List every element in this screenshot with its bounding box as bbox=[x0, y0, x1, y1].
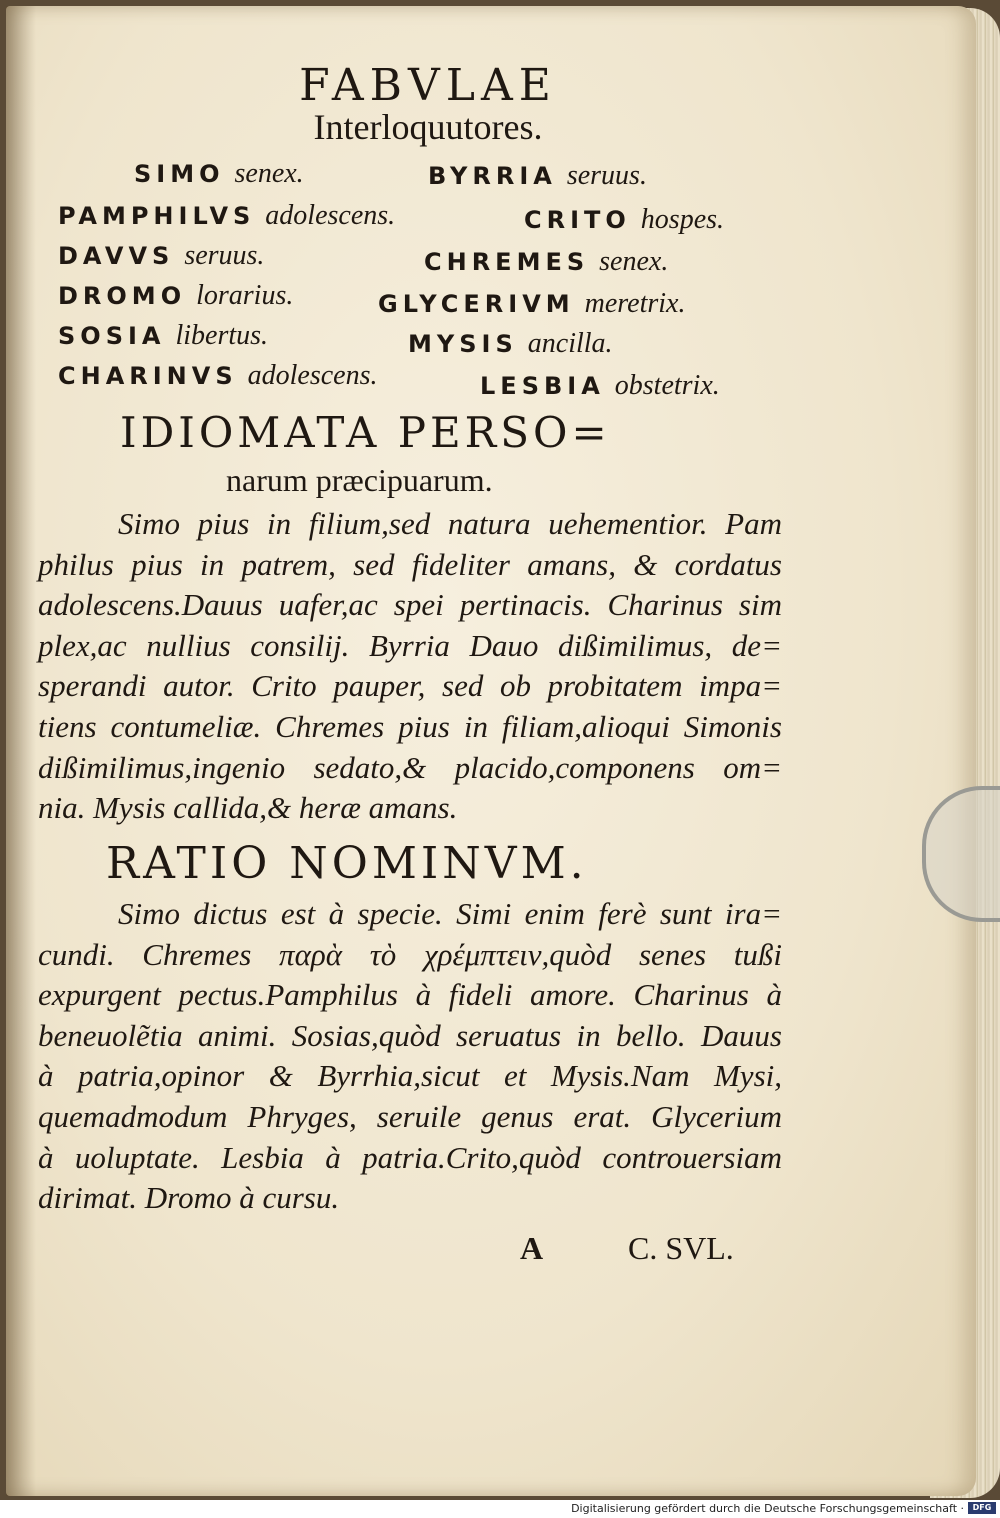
cast-name: MYSIS bbox=[408, 330, 518, 358]
cast-entry bbox=[408, 328, 613, 360]
cast-entry bbox=[424, 246, 668, 278]
cast-entry bbox=[524, 204, 724, 236]
idiomata-subheading: narum præcipuarum. bbox=[226, 462, 493, 498]
cast-entry bbox=[480, 370, 720, 402]
cast-entry bbox=[58, 360, 378, 392]
cast-role: libertus. bbox=[175, 320, 269, 351]
cast-role: ancilla. bbox=[527, 328, 613, 359]
text-line: plex,ac nullius consilij. Byrria Dauo dißimilimus, de= bbox=[38, 627, 782, 663]
idiomata-paragraph bbox=[38, 504, 782, 829]
idiomata-heading: IDIOMATA PERSO= bbox=[120, 408, 611, 457]
text-line: nia. Mysis callida,& heræ amans. bbox=[38, 790, 458, 826]
text-line: expurgent pectus.Pamphilus à fideli amore. Charinus à bbox=[38, 977, 782, 1013]
dfg-logo-icon: DFG bbox=[968, 1502, 996, 1514]
text-line: Simo dictus est à specie. Simi enim ferè sunt ira= bbox=[118, 896, 782, 931]
cast-name: SOSIA bbox=[58, 322, 166, 350]
cast-entry bbox=[58, 240, 264, 272]
text-line: adolescens.Dauus uafer,ac spei pertinacis. Charinus sim bbox=[38, 587, 782, 623]
cast-entry bbox=[58, 320, 268, 352]
cast-role: seruus. bbox=[566, 160, 647, 191]
cast-name: PAMPHILVS bbox=[58, 202, 256, 230]
text-line: Simo pius in filium,sed natura uehementior. Pam bbox=[118, 506, 782, 541]
digitization-footer bbox=[571, 1500, 996, 1516]
cast-name: CRITO bbox=[524, 206, 631, 234]
cast-role: obstetrix. bbox=[614, 370, 720, 401]
cast-role: hospes. bbox=[640, 204, 725, 235]
cast-name: CHARINVS bbox=[58, 362, 238, 390]
text-line: cundi. Chremes παρὰ τὸ χρέμπτειν,quòd senes tußi bbox=[38, 936, 782, 972]
cast-name: BYRRIA bbox=[428, 162, 557, 190]
text-line: à patria,opinor & Byrrhia,sicut et Mysis.Nam Mysi, bbox=[38, 1058, 782, 1094]
cast-role: senex. bbox=[599, 246, 669, 277]
cast-role: meretrix. bbox=[584, 288, 686, 319]
cast-name: LESBIA bbox=[480, 372, 605, 400]
text-line: sperandi autor. Crito pauper, sed ob probitatem impa= bbox=[38, 668, 782, 704]
cast-role: adolescens. bbox=[247, 360, 378, 391]
cast-entry bbox=[428, 160, 647, 192]
cast-role: seruus. bbox=[184, 240, 265, 271]
text-line: tiens contumeliæ. Chremes pius in filiam,alioqui Simonis bbox=[38, 708, 782, 744]
cast-entry bbox=[58, 280, 293, 312]
cast-name: DROMO bbox=[58, 282, 187, 310]
cast-role: lorarius. bbox=[196, 280, 294, 311]
page-title: FABVLAE bbox=[299, 60, 557, 111]
text-line: à uoluptate. Lesbia à patria.Crito,quòd controuersiam bbox=[38, 1139, 782, 1175]
cast-role: adolescens. bbox=[265, 200, 396, 231]
footer-text: Digitalisierung gefördert durch die Deutsche Forschungsgemeinschaft · bbox=[571, 1501, 964, 1515]
signature-mark: A bbox=[520, 1230, 544, 1266]
cast-name: SIMO bbox=[134, 160, 225, 188]
cast-name: CHREMES bbox=[424, 248, 590, 276]
cast-entry bbox=[134, 158, 304, 190]
text-line: quemadmodum Phryges, seruile genus erat. Glycerium bbox=[38, 1098, 782, 1134]
text-line: dißimilimus,ingenio sedato,& placido,componens om= bbox=[38, 749, 782, 785]
page-subtitle: Interloquutores. bbox=[313, 107, 543, 147]
cast-role: senex. bbox=[234, 158, 304, 189]
cast-entry bbox=[378, 288, 685, 320]
cast-entry bbox=[58, 200, 395, 232]
ratio-heading: RATIO NOMINVM. bbox=[106, 838, 588, 889]
spine-shadow bbox=[6, 6, 36, 1496]
cast-name: DAVVS bbox=[58, 242, 175, 270]
text-line: dirimat. Dromo à cursu. bbox=[38, 1180, 340, 1216]
catchword: C. SVL. bbox=[628, 1230, 734, 1266]
text-line: beneuolẽtia animi. Sosias,quòd seruatus in bello. Dauus bbox=[38, 1017, 782, 1053]
ratio-paragraph bbox=[38, 894, 782, 1219]
text-line: philus pius in patrem, sed fideliter amans, & cordatus bbox=[38, 546, 782, 582]
cast-name: GLYCERIVM bbox=[378, 290, 575, 318]
